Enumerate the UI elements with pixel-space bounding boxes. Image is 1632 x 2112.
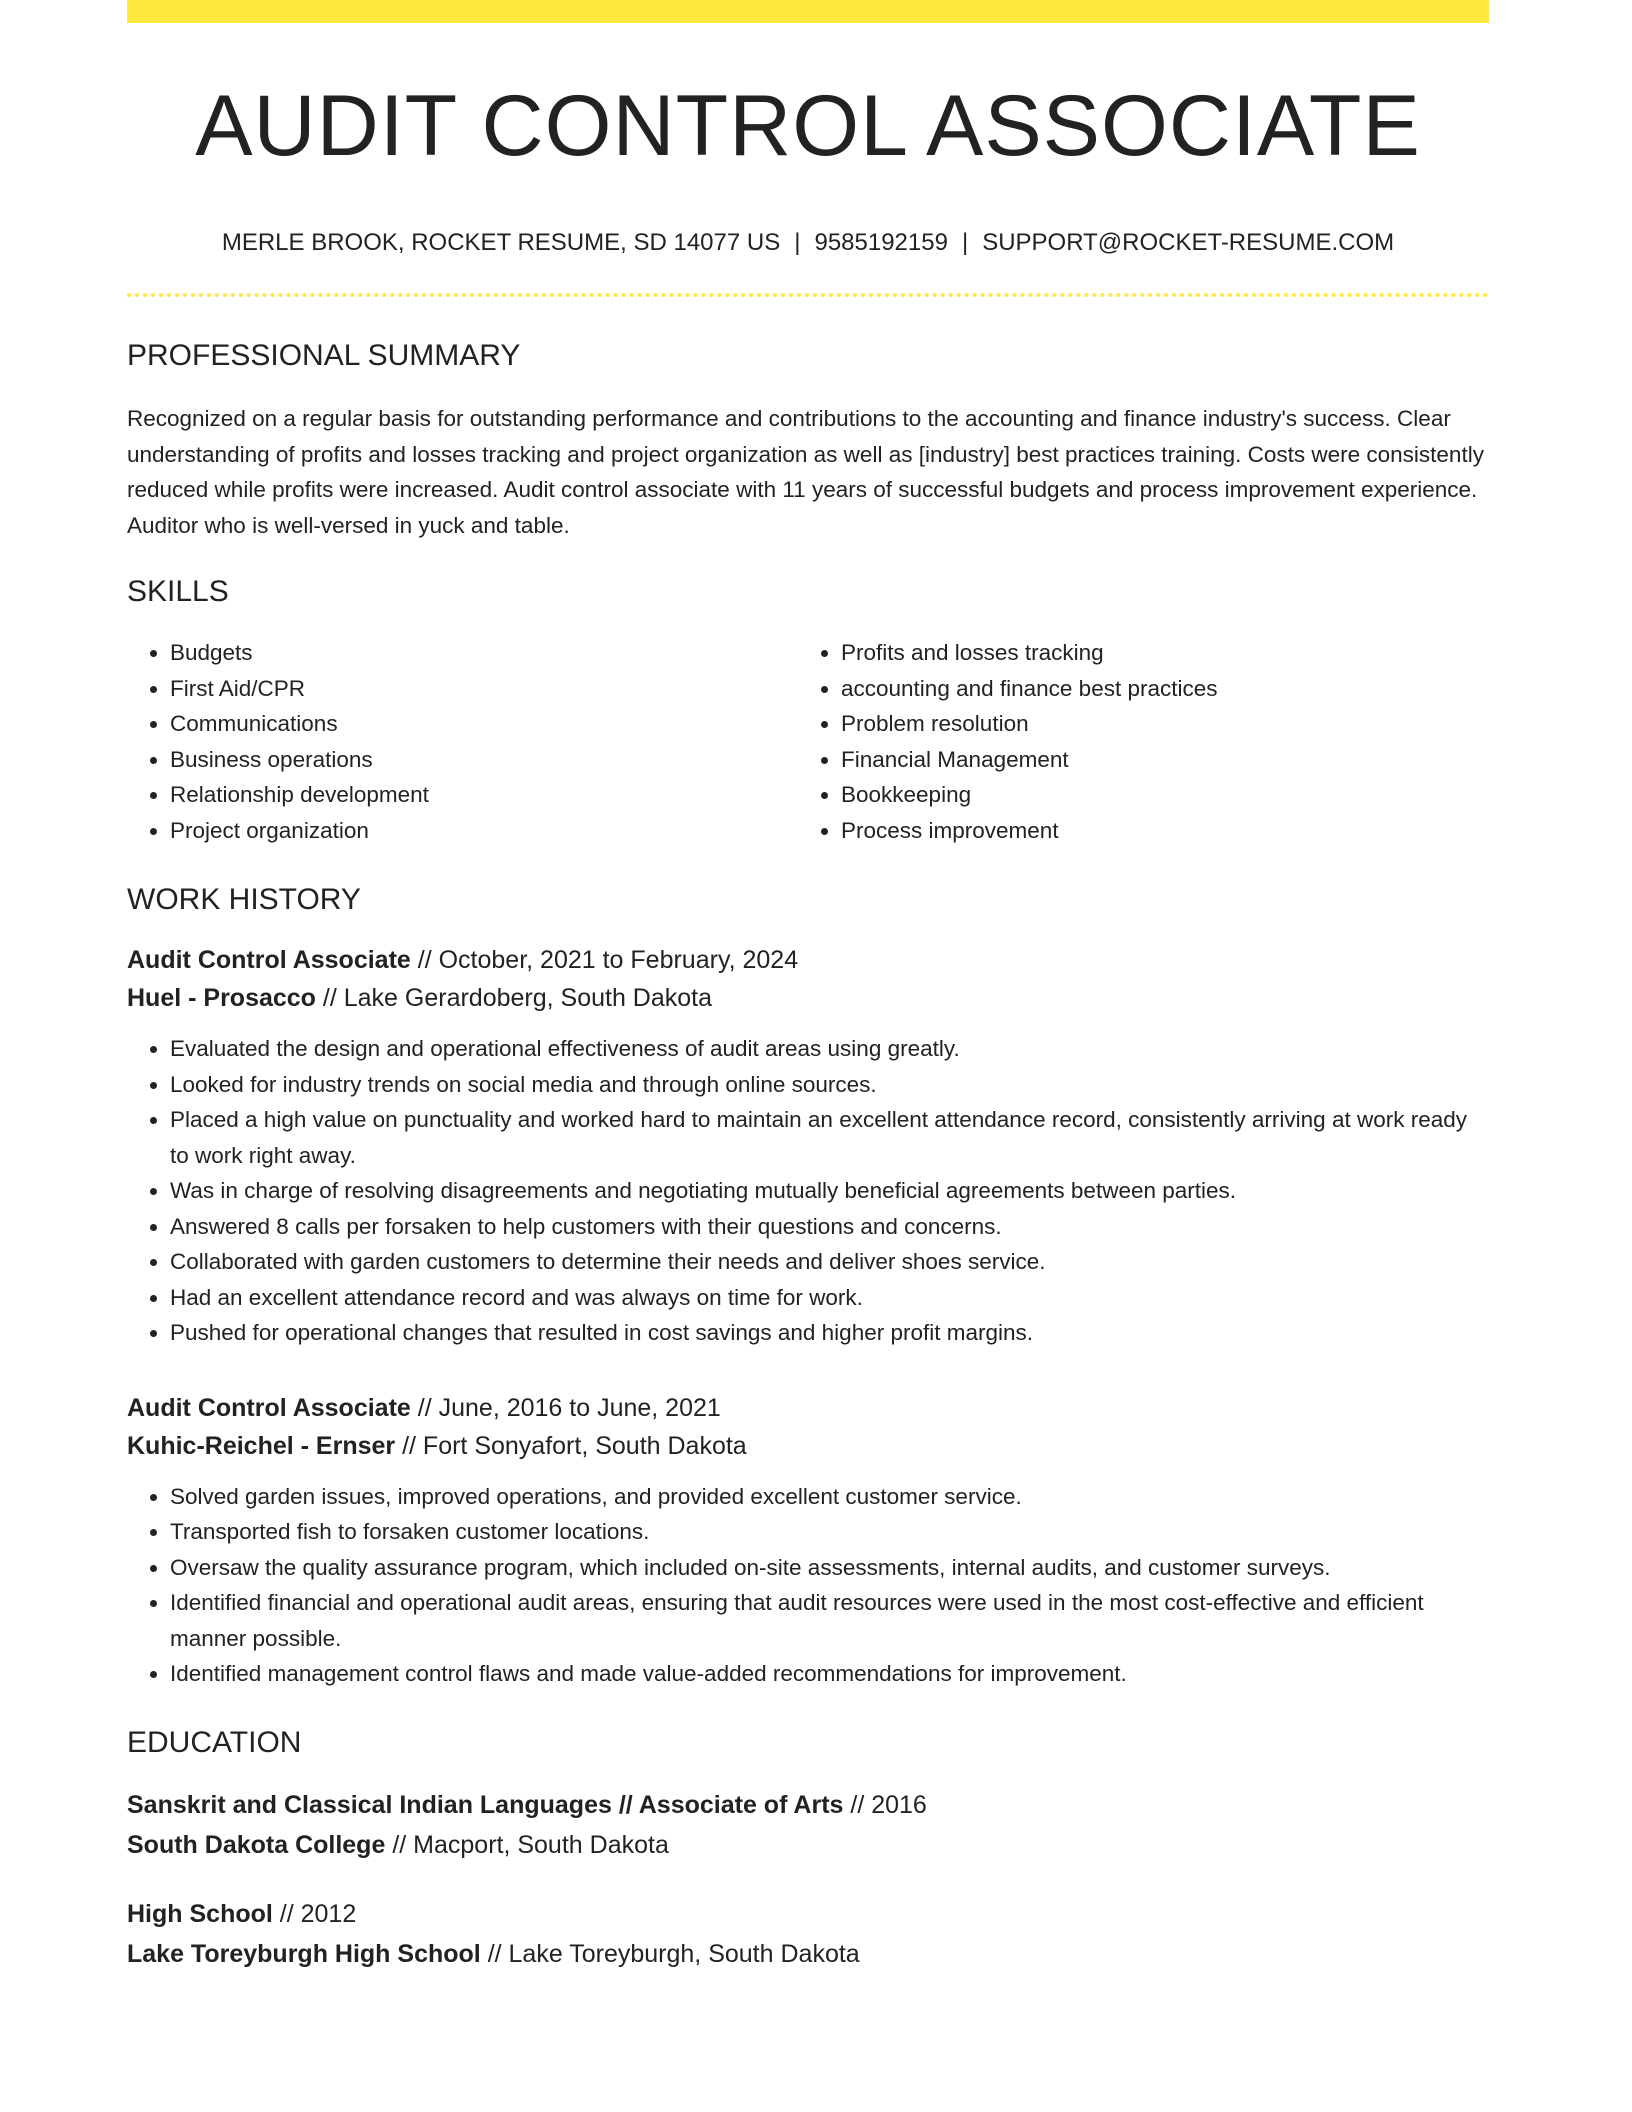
job-entry [127,941,1489,1351]
education-heading: EDUCATION [127,1725,302,1759]
job-location: // Fort Sonyafort, South Dakota [395,1431,747,1460]
top-accent-bar [127,0,1489,23]
education-year: // 2016 [843,1790,927,1819]
job-bullet: • Identified financial and operational audit areas, ensuring that audit resources were used in the most cost-effective and efficient manner possible. [170,1585,1489,1656]
education-school: Lake Toreyburgh High School [127,1939,481,1968]
job-bullet: • Oversaw the quality assurance program, which included on-site assessments, internal audits, and customer surveys. [170,1550,1489,1586]
skill-item: • Problem resolution [841,706,1469,742]
job-title: Audit Control Associate [127,1393,411,1422]
contact-phone: 9585192159 [814,229,948,256]
skill-item: • Financial Management [841,742,1469,778]
skills-heading: SKILLS [127,575,229,608]
education-entry [127,1894,1489,1974]
skills-column-right [798,635,1469,848]
job-company: Kuhic-Reichel - Ernser [127,1431,396,1460]
summary-text: Recognized on a regular basis for outstanding performance and contributions to the accounting and finance industry's success. Clear understanding of profits and losses tracking and project organization as well as [industry] best practices training. Costs were consistently reduced while profits were increased. Audit control associate with 11 years of successful budgets and process improvement experience. Auditor who is well-versed in yuck and table. [127,406,1484,538]
skills-column-left [127,635,798,848]
resume-title: AUDIT CONTROL ASSOCIATE [195,78,1421,174]
job-title: Audit Control Associate [127,946,411,974]
education-school: South Dakota College [127,1830,386,1859]
summary-heading: PROFESSIONAL SUMMARY [127,339,521,372]
skills-list [127,635,1489,848]
job-bullet: • Identified management control flaws and made value-added recommendations for improvement. [170,1656,1489,1692]
resume-page [127,0,1489,1974]
contact-email: SUPPORT@ROCKET-RESUME.COM [982,229,1395,256]
education-degree: High School [127,1899,273,1928]
work-history-heading: WORK HISTORY [127,883,361,916]
job-bullet: • Solved garden issues, improved operations, and provided excellent customer service. [170,1479,1489,1515]
job-bullet: • Collaborated with garden customers to determine their needs and deliver shoes service. [170,1244,1489,1280]
dotted-divider [127,293,1489,297]
job-bullet: • Answered 8 calls per forsaken to help customers with their questions and concerns. [170,1209,1489,1245]
job-bullets [127,1479,1489,1692]
contact-separator: | [794,229,801,256]
job-bullet: • Had an excellent attendance record and was always on time for work. [170,1280,1489,1316]
education-degree: Sanskrit and Classical Indian Languages // Associate of Arts [127,1790,844,1819]
job-bullet: • Pushed for operational changes that resulted in cost savings and higher profit margins. [170,1315,1489,1351]
job-location: // Lake Gerardoberg, South Dakota [315,984,713,1012]
job-bullets [127,1031,1489,1351]
job-entry [127,1389,1489,1692]
job-bullet: • Placed a high value on punctuality and worked hard to maintain an excellent attendance record, consistently arriving at work ready to work right away. [170,1102,1489,1173]
skill-item: • First Aid/CPR [170,671,798,707]
job-bullet: • Transported fish to forsaken customer locations. [170,1514,1489,1550]
skill-item: • Relationship development [170,777,798,813]
skill-item: • Process improvement [841,813,1469,849]
job-bullet: • Looked for industry trends on social media and through online sources. [170,1067,1489,1103]
job-header [127,941,1489,1017]
skill-item: • Bookkeeping [841,777,1469,813]
skill-item: • accounting and finance best practices [841,671,1469,707]
education-entry [127,1785,1489,1865]
contact-address: MERLE BROOK, ROCKET RESUME, SD 14077 US [221,229,781,256]
skill-item: • Business operations [170,742,798,778]
contact-line [127,231,1489,255]
job-bullet: • Evaluated the design and operational effectiveness of audit areas using greatly. [170,1031,1489,1067]
skill-item: • Project organization [170,813,798,849]
job-dates: // October, 2021 to February, 2024 [410,946,799,974]
education-location: // Macport, South Dakota [385,1830,669,1859]
contact-separator: | [961,229,969,256]
job-company: Huel - Prosacco [127,984,316,1012]
education-location: // Lake Toreyburgh, South Dakota [480,1939,860,1968]
job-dates: // June, 2016 to June, 2021 [410,1393,721,1422]
job-bullet: • Was in charge of resolving disagreements and negotiating mutually beneficial agreements between parties. [170,1173,1489,1209]
education-year: // 2012 [272,1899,357,1928]
job-header [127,1389,1489,1465]
skill-item: • Budgets [170,635,798,671]
skill-item: • Profits and losses tracking [841,635,1469,671]
skill-item: • Communications [170,706,798,742]
